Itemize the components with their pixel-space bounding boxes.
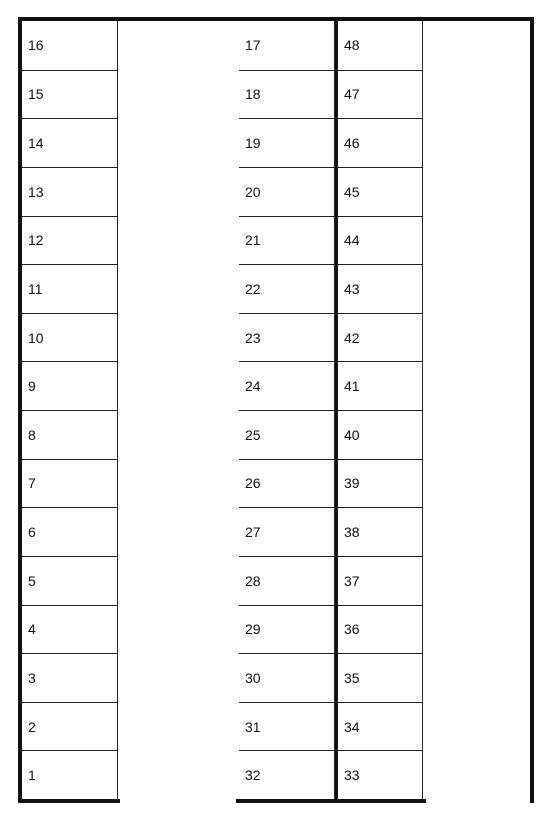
stall-number: 2 [28, 718, 36, 735]
parking-stall [239, 605, 335, 654]
stall-number: 39 [344, 475, 360, 492]
stall-number: 32 [245, 767, 261, 784]
parking-stall [338, 361, 423, 410]
stall-number: 9 [28, 378, 36, 395]
parking-stall [338, 118, 423, 167]
stall-column-middle [239, 21, 335, 799]
stall-number: 10 [28, 329, 44, 346]
parking-stall [239, 361, 335, 410]
stall-number: 1 [28, 767, 36, 784]
parking-stall [239, 507, 335, 556]
stall-number: 40 [344, 426, 360, 443]
stall-number: 17 [245, 37, 261, 54]
stall-number: 11 [28, 280, 43, 297]
stall-number: 30 [245, 669, 261, 686]
stall-number: 29 [245, 621, 261, 638]
stall-number: 25 [245, 426, 261, 443]
stall-number: 12 [28, 232, 44, 249]
parking-stall [239, 750, 335, 799]
parking-stall [22, 118, 118, 167]
parking-stall [239, 264, 335, 313]
parking-stall [22, 216, 118, 265]
parking-stall [239, 216, 335, 265]
stall-column-left [22, 21, 118, 799]
stall-number: 27 [245, 524, 261, 541]
parking-stall [338, 750, 423, 799]
stall-number: 31 [245, 718, 261, 735]
stall-number: 14 [28, 135, 44, 152]
stall-number: 23 [245, 329, 261, 346]
stall-number: 6 [28, 524, 36, 541]
stall-number: 5 [28, 572, 36, 589]
stall-number: 26 [245, 475, 261, 492]
stall-number: 28 [245, 572, 261, 589]
parking-stall [22, 702, 118, 751]
parking-stall [22, 459, 118, 508]
parking-stall [22, 361, 118, 410]
parking-stall [22, 653, 118, 702]
parking-stall [239, 556, 335, 605]
parking-stall [22, 21, 118, 70]
stall-number: 35 [344, 669, 360, 686]
parking-stall [338, 216, 423, 265]
parking-stall [338, 264, 423, 313]
parking-stall [338, 313, 423, 362]
stall-number: 33 [344, 767, 360, 784]
stall-number: 34 [344, 718, 360, 735]
bottom-line-left [18, 799, 120, 803]
stall-number: 7 [28, 475, 36, 492]
stall-number: 24 [245, 378, 261, 395]
parking-stall [338, 605, 423, 654]
parking-stall [22, 70, 118, 119]
stall-number: 48 [344, 37, 360, 54]
stall-number: 4 [28, 621, 36, 638]
parking-stall [338, 70, 423, 119]
parking-stall [22, 556, 118, 605]
stall-number: 8 [28, 426, 36, 443]
parking-stall [338, 459, 423, 508]
parking-stall [338, 21, 423, 70]
parking-stall [239, 459, 335, 508]
right-boundary-line [530, 17, 534, 803]
parking-stall [22, 410, 118, 459]
parking-stall [338, 653, 423, 702]
stall-number: 18 [245, 86, 261, 103]
stall-number: 38 [344, 524, 360, 541]
parking-stall [22, 313, 118, 362]
stall-number: 21 [245, 232, 261, 249]
parking-stall [338, 167, 423, 216]
parking-stall [22, 605, 118, 654]
stall-number: 47 [344, 86, 360, 103]
parking-stall [22, 167, 118, 216]
stall-number: 43 [344, 280, 360, 297]
parking-stall [239, 70, 335, 119]
stall-column-right [338, 21, 423, 799]
parking-stall [338, 507, 423, 556]
parking-stall [239, 653, 335, 702]
stall-number: 20 [245, 183, 261, 200]
parking-stall [22, 750, 118, 799]
parking-stall [338, 410, 423, 459]
parking-stall [239, 167, 335, 216]
parking-stall [239, 702, 335, 751]
parking-stall [239, 410, 335, 459]
stall-number: 41 [344, 378, 360, 395]
stall-number: 37 [344, 572, 360, 589]
stall-number: 45 [344, 183, 360, 200]
stall-number: 22 [245, 280, 261, 297]
stall-number: 15 [28, 86, 44, 103]
stall-number: 19 [245, 135, 261, 152]
parking-stall [338, 702, 423, 751]
parking-stall [22, 507, 118, 556]
stall-number: 46 [344, 135, 360, 152]
stall-number: 42 [344, 329, 360, 346]
stall-number: 3 [28, 669, 36, 686]
parking-stall [239, 313, 335, 362]
parking-stall [22, 264, 118, 313]
parking-stall [239, 118, 335, 167]
bottom-line-middle [236, 799, 426, 803]
parking-stall [338, 556, 423, 605]
stall-number: 44 [344, 232, 360, 249]
stall-number: 16 [28, 37, 44, 54]
stall-number: 13 [28, 183, 44, 200]
parking-stall [239, 21, 335, 70]
stall-number: 36 [344, 621, 360, 638]
